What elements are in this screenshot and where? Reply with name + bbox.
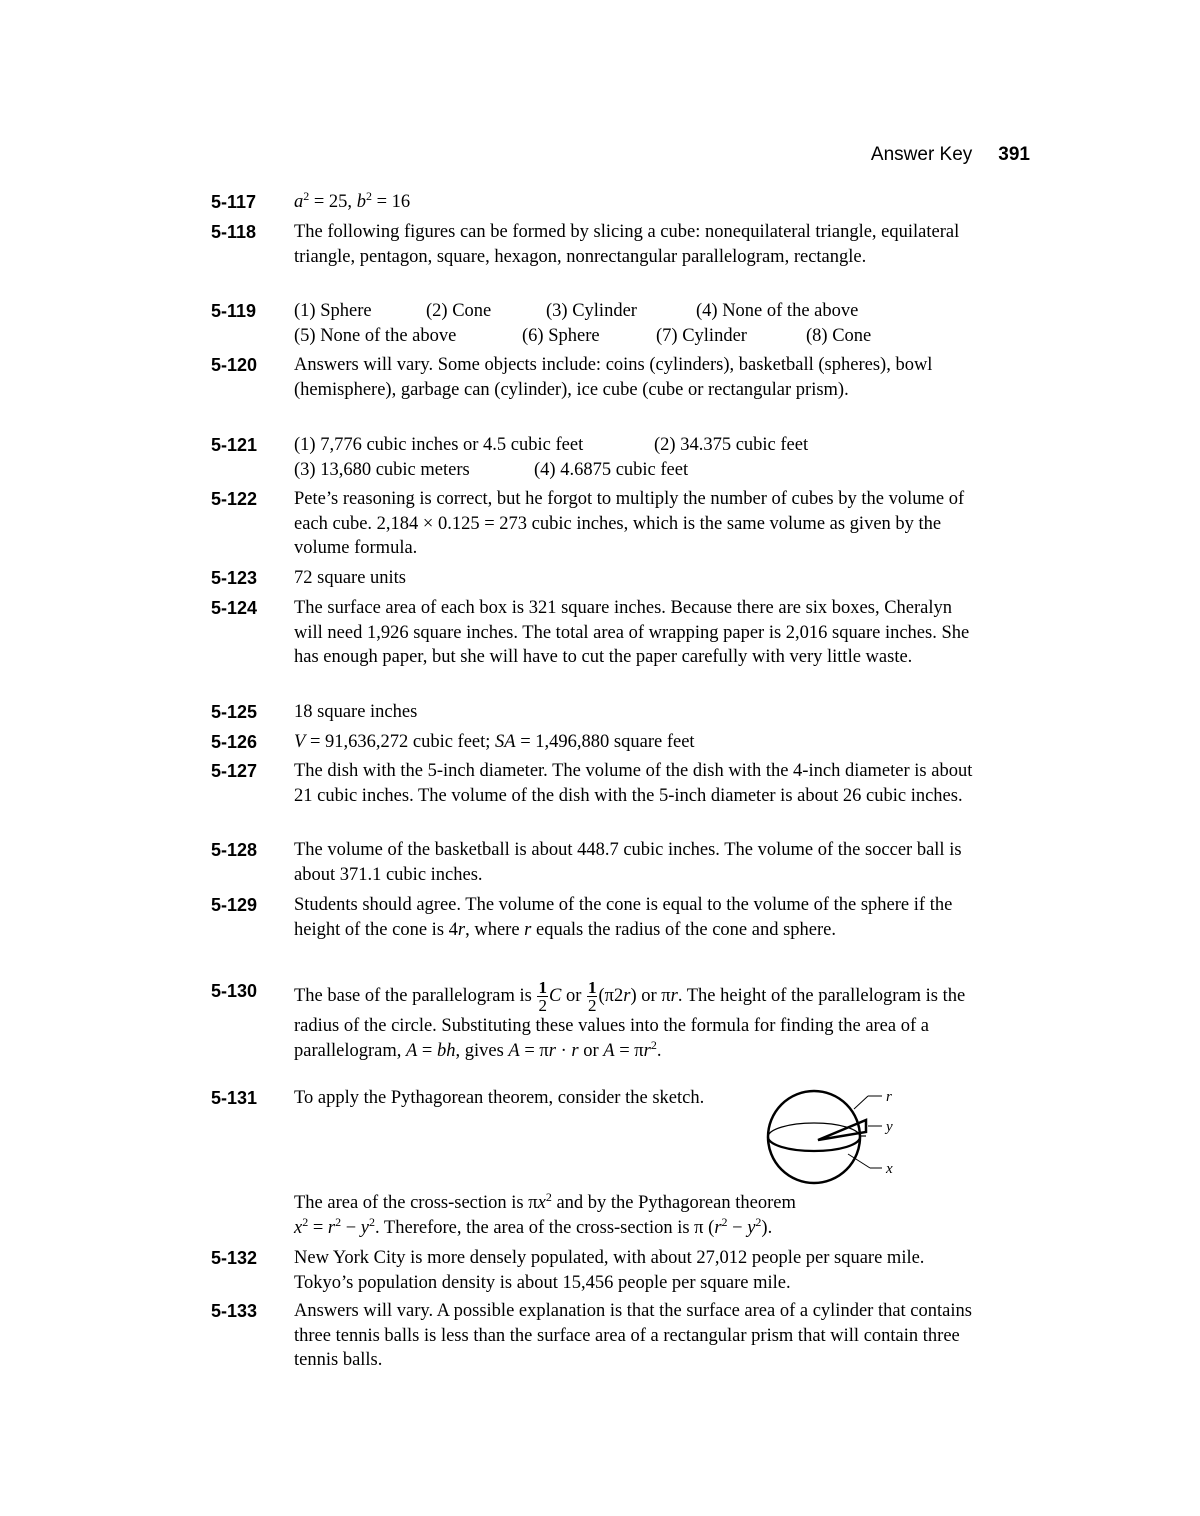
- list-item: (1) 7,776 cubic inches or 4.5 cubic feet: [294, 435, 584, 455]
- label-r: r: [886, 1089, 892, 1105]
- problem-number: 5-118: [211, 222, 257, 242]
- list-item: (2) 34.375 cubic feet: [654, 435, 809, 455]
- problem-number: 5-128: [211, 840, 258, 860]
- list-item: (6) Sphere: [522, 325, 600, 346]
- header-title: Answer Key: [870, 144, 973, 165]
- problem-number: 5-125: [211, 702, 258, 722]
- problem-number: 5-133: [211, 1301, 258, 1321]
- problem-number: 5-129: [211, 895, 258, 915]
- answer-text: The area of the cross-section is $\pi x^2$ and by the Pythagorean theorem $x^2 = r^2 - y^2$. Therefore, the area of the cross-section is π $(r^2 - y^2)$.: [294, 1189, 796, 1238]
- list-item: (1) Sphere: [294, 301, 372, 321]
- label-x: x: [886, 1161, 893, 1177]
- list-item: (4) None of the above: [696, 301, 859, 321]
- answer-text: New York City is more densely populated, with about 27,012 people per square mile. Tokyo’s population density is about 15,456 people per square mile.: [294, 1248, 925, 1293]
- problem-number: 5-127: [211, 761, 258, 781]
- answer-text: The dish with the 5-inch diameter. The volume of the dish with the 4-inch diameter is about 21 cubic inches. The volume of the dish with the 5-inch diameter is about 26 cubic inches.: [294, 761, 973, 806]
- problem-number: 5-119: [211, 301, 257, 321]
- list-item: (5) None of the above: [294, 325, 457, 346]
- list-item: (3) Cylinder: [546, 301, 637, 321]
- problem-number: 5-126: [211, 732, 258, 752]
- problem-number: 5-121: [211, 435, 258, 455]
- answer-text: Answers will vary. A possible explanation is that the surface area of a cylinder that contains three tennis balls is less than the surface area of a rectangular prism that will contain three tennis balls.: [294, 1301, 972, 1370]
- fraction-one-half: $\frac{1}{2}$: [538, 978, 547, 1015]
- problem-number: 5-130: [211, 981, 258, 1001]
- answer-text: The surface area of each box is 321 square inches. Because there are six boxes, Cheralyn will need 1,926 square inches. The total area of wrapping paper is 2,016 square inches. She has enough paper, but she will have to cut the paper carefully with very little waste.: [294, 598, 970, 667]
- answer-text: 72 square units: [294, 568, 407, 588]
- problem-number: 5-123: [211, 568, 258, 588]
- list-item: (2) Cone: [426, 301, 492, 321]
- fraction-one-half: $\frac{1}{2}$: [587, 978, 597, 1015]
- problem-number: 5-124: [211, 598, 258, 618]
- list-item: (3) 13,680 cubic meters: [294, 459, 470, 480]
- answer-text: The following figures can be formed by slicing a cube: nonequilateral triangle, equilateral triangle, pentagon, square, hexagon, nonrectangular parallelogram, rectangle.: [294, 222, 960, 267]
- answer-list: [294, 299, 979, 348]
- answer-list: [294, 433, 979, 482]
- answer-text: Students should agree. The volume of the cone is equal to the volume of the sphere if the height of the cone is 4r, where r equals the radius of the cone and sphere.: [294, 895, 953, 940]
- list-item: (4) 4.6875 cubic feet: [534, 459, 689, 480]
- answer-text: 18 square inches: [294, 702, 418, 722]
- page-number: 391: [998, 144, 1030, 165]
- problem-number: 5-131: [211, 1088, 258, 1108]
- problem-number: 5-132: [211, 1248, 258, 1268]
- list-item: (8) Cone: [806, 325, 872, 346]
- answer-text: The volume of the basketball is about 448.7 cubic inches. The volume of the soccer ball is about 371.1 cubic inches.: [294, 840, 962, 885]
- answer-text: Pete’s reasoning is correct, but he forgot to multiply the number of cubes by the volume of each cube. 2,184 × 0.125 = 273 cubic inches, which is the same volume as given by the volume formula.: [294, 489, 965, 558]
- answer-text: To apply the Pythagorean theorem, consider the sketch.: [294, 1088, 705, 1108]
- answer-text: Answers will vary. Some objects include: coins (cylinders), basketball (spheres), bowl (hemisphere), garbage can (cylinder), ice cube (cube or rectangular prism).: [294, 355, 933, 400]
- answer-text: The base of the parallelogram is $\frac{1}{2}$ C or $\frac{1}{2}$ (π2r) or πr. The height of the parallelogram is the radius of the circle. Substituting these values into the formula for finding the area of a parallelogram, A = bh, gives A = πr · r or $A = \pi r^2$.: [294, 978, 966, 1061]
- answer-text: V = 91,636,272 cubic feet; SA = 1,496,880 square feet: [294, 732, 695, 752]
- problem-number: 5-120: [211, 355, 258, 375]
- label-y: y: [886, 1119, 893, 1135]
- sphere-cross-section-sketch: [764, 1088, 904, 1186]
- problem-number: 5-122: [211, 489, 258, 509]
- problem-number: 5-117: [211, 192, 257, 212]
- answer-text: $a^2 = 25$, $b^2 = 16$: [294, 188, 411, 212]
- running-header: [0, 144, 1030, 166]
- list-item: (7) Cylinder: [656, 325, 747, 346]
